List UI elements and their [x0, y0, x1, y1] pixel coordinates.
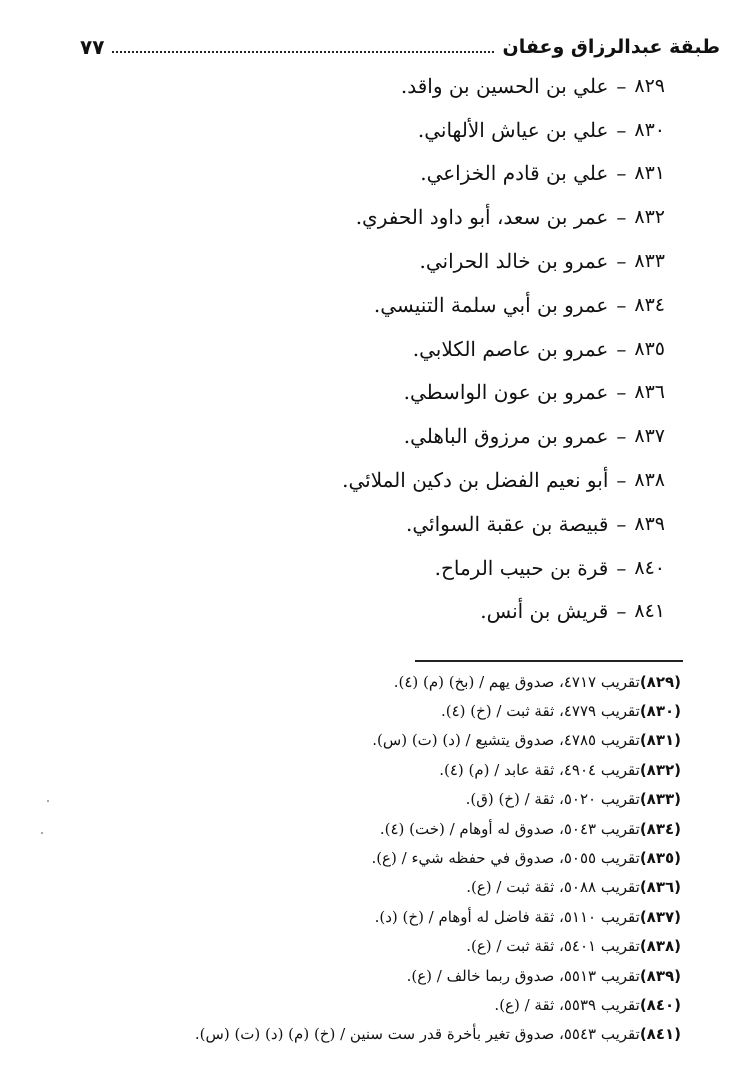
entry-number: ٨٢٩: [634, 74, 665, 97]
footnote: [101, 755, 681, 784]
entry-dash: –: [616, 73, 627, 98]
entry-text: قبيصة بن عقبة السوائي.: [406, 511, 609, 536]
entry-text: علي بن قادم الخزاعي.: [420, 161, 609, 186]
footnote: [101, 961, 681, 990]
footnote-number: (٨٣٧): [639, 907, 681, 926]
page-header: [80, 32, 720, 62]
entry-text: أبو نعيم الفضل بن دكين الملائي.: [342, 468, 609, 493]
entry-text: عمرو بن عاصم الكلابي.: [412, 336, 609, 361]
list-item: [245, 502, 665, 546]
footnote-number: (٨٣٥): [639, 849, 681, 868]
footnote-number: (٨٣١): [639, 731, 681, 750]
footnote: [101, 990, 681, 1019]
entry-number: ٨٣٢: [634, 206, 665, 229]
footnote-number: (٨٣٦): [639, 878, 681, 897]
entry-number: ٨٣٦: [634, 381, 665, 404]
entry-number: ٨٣٥: [634, 337, 665, 360]
entry-dash: –: [616, 161, 627, 186]
list-item: [245, 195, 665, 239]
entry-dash: –: [616, 336, 627, 361]
footnote-text: تقريب ٥٠٤٣، صدوق له أوهام / (خت) (٤).: [379, 819, 640, 838]
footnote: [101, 932, 681, 961]
footnote-list: [101, 667, 681, 1049]
entry-text: عمرو بن أبي سلمة التنيسي.: [373, 292, 609, 317]
footnote-number: (٨٣٤): [639, 819, 681, 838]
footnote-text: تقريب ٥٥١٣، صدوق ربما خالف / (ع).: [406, 966, 640, 985]
entry-dash: –: [616, 511, 627, 536]
dotted-leader: [112, 41, 494, 53]
list-item: [245, 590, 665, 634]
scan-speck: [41, 832, 43, 834]
list-item: [245, 152, 665, 196]
footnote-number: (٨٣٩): [639, 966, 681, 985]
footnote: [101, 785, 681, 814]
footnote-text: تقريب ٥٥٤٣، صدوق تغير بأخرة قدر ست سنين / (خ) (م) (د) (ت) (س).: [194, 1025, 640, 1044]
footnote-text: تقريب ٥٥٣٩، ثقة / (ع).: [494, 995, 640, 1014]
entry-text: علي بن الحسين بن واقد.: [400, 73, 609, 98]
footnote-text: تقريب ٥١١٠، ثقة فاضل له أوهام / (خ) (د).: [374, 907, 640, 926]
footnote: [101, 696, 681, 725]
entry-text: عمرو بن مرزوق الباهلي.: [403, 424, 609, 449]
entry-number: ٨٣٣: [634, 250, 665, 273]
footnote-text: تقريب ٥٤٠١، ثقة ثبت / (ع).: [466, 937, 640, 956]
footnote-text: تقريب ٤٧١٧، صدوق يهم / (بخ) (م) (٤).: [393, 672, 640, 691]
entry-dash: –: [616, 424, 627, 449]
list-item: [245, 458, 665, 502]
footnote-number: (٨٣٢): [639, 760, 681, 779]
footnote-number: (٨٣٣): [639, 790, 681, 809]
footnote-text: تقريب ٥٠٥٥، صدوق في حفظه شيء / (ع).: [371, 849, 640, 868]
list-item: [245, 414, 665, 458]
footnote-number: (٨٢٩): [639, 672, 681, 691]
entry-dash: –: [616, 555, 627, 580]
entry-number: ٨٣٠: [634, 118, 665, 141]
footnote: [101, 814, 681, 843]
page-number: ٧٧: [80, 35, 105, 59]
entry-number: ٨٣٩: [634, 512, 665, 535]
list-item: [245, 546, 665, 590]
entry-dash: –: [616, 292, 627, 317]
list-item: [245, 371, 665, 415]
entry-dash: –: [616, 205, 627, 230]
entry-number: ٨٣٧: [634, 425, 665, 448]
entry-text: علي بن عياش الألهاني.: [417, 117, 609, 142]
entry-text: قريش بن أنس.: [480, 599, 609, 624]
entry-text: قرة بن حبيب الرماح.: [434, 555, 609, 580]
footnote: [101, 843, 681, 872]
scan-speck: [47, 800, 49, 802]
entry-text: عمرو بن عون الواسطي.: [403, 380, 609, 405]
footnote-text: تقريب ٤٩٠٤، ثقة عابد / (م) (٤).: [439, 760, 640, 779]
footnote-number: (٨٤١): [639, 1025, 681, 1044]
footnote-text: تقريب ٥٠٢٠، ثقة / (خ) (ق).: [465, 790, 640, 809]
entry-text: عمر بن سعد، أبو داود الحفري.: [355, 205, 609, 230]
entry-number: ٨٣٨: [634, 469, 665, 492]
list-item: [245, 239, 665, 283]
footnote-number: (٨٣٨): [639, 937, 681, 956]
footnote-separator: [415, 660, 683, 662]
list-item: [245, 64, 665, 108]
footnote: [101, 873, 681, 902]
list-item: [245, 283, 665, 327]
footnote-number: (٨٤٠): [639, 995, 681, 1014]
footnote-text: تقريب ٥٠٨٨، ثقة ثبت / (ع).: [466, 878, 640, 897]
entry-list: [245, 64, 665, 633]
entry-dash: –: [616, 468, 627, 493]
entry-number: ٨٤١: [634, 600, 665, 623]
entry-text: عمرو بن خالد الحراني.: [419, 249, 609, 274]
entry-number: ٨٣١: [634, 162, 665, 185]
entry-number: ٨٤٠: [634, 556, 665, 579]
footnote-text: تقريب ٤٧٧٩، ثقة ثبت / (خ) (٤).: [440, 702, 640, 721]
entry-number: ٨٣٤: [634, 293, 665, 316]
entry-dash: –: [616, 380, 627, 405]
running-title: طبقة عبدالرزاق وعفان: [502, 36, 720, 58]
footnote-number: (٨٣٠): [639, 702, 681, 721]
entry-dash: –: [616, 117, 627, 142]
footnote-text: تقريب ٤٧٨٥، صدوق يتشيع / (د) (ت) (س).: [372, 731, 640, 750]
list-item: [245, 327, 665, 371]
footnote: [101, 902, 681, 931]
footnote: [101, 1020, 681, 1049]
footnote: [101, 726, 681, 755]
list-item: [245, 108, 665, 152]
footnote: [101, 667, 681, 696]
entry-dash: –: [616, 599, 627, 624]
entry-dash: –: [616, 249, 627, 274]
